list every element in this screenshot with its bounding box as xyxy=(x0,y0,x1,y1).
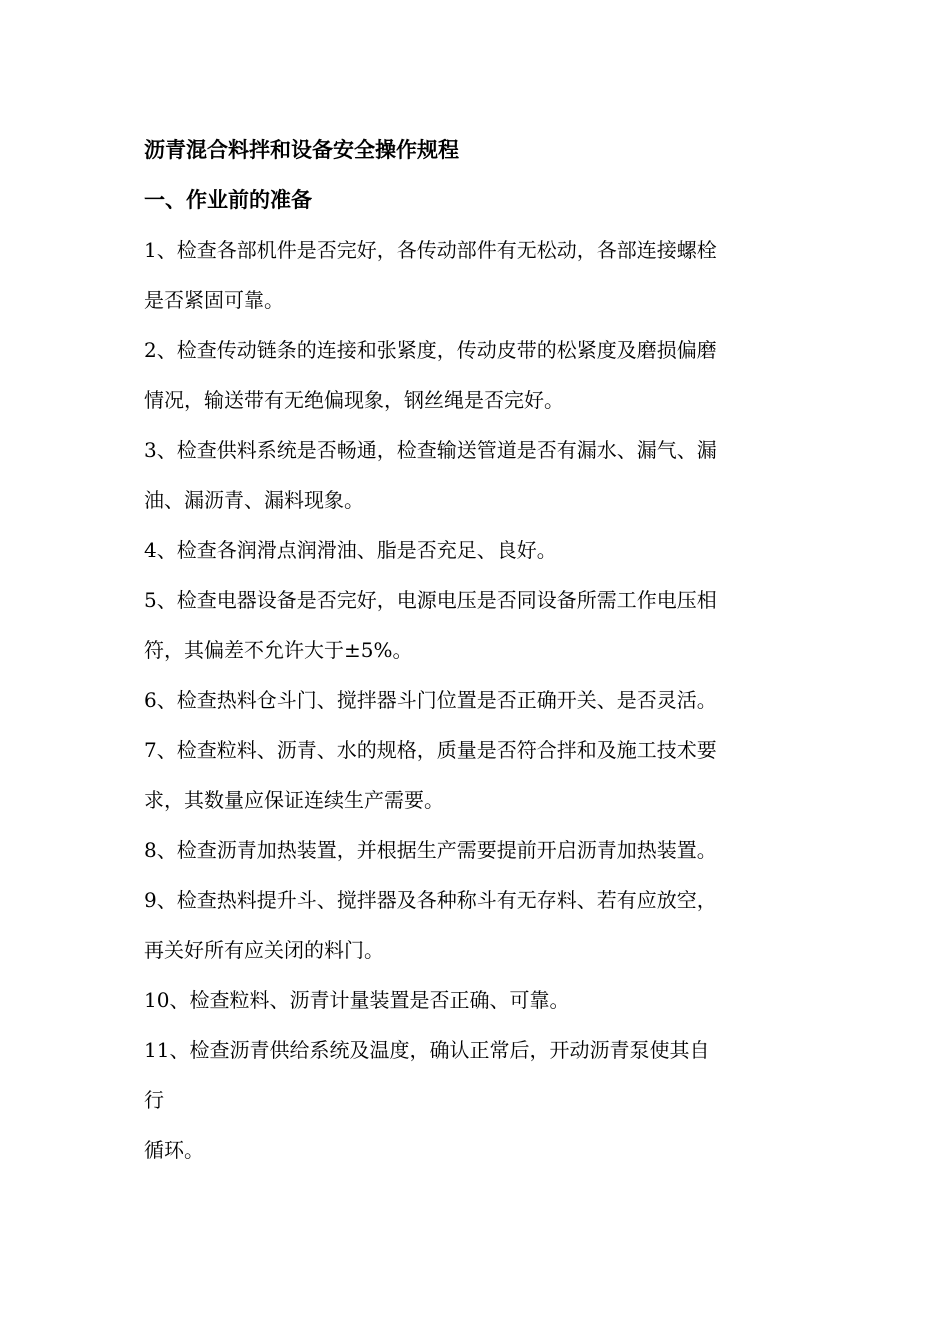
checklist-item-line: 6、检查热料仓斗门、搅拌器斗门位置是否正确开关、是否灵活。 xyxy=(144,688,717,712)
checklist-item xyxy=(144,875,814,975)
checklist-item-line: 7、检查粒料、沥青、水的规格，质量是否符合拌和及施工技术要 xyxy=(144,738,717,762)
checklist-item-line: 油、漏沥青、漏料现象。 xyxy=(144,488,364,512)
checklist-item-line: 情况，输送带有无绝偏现象，钢丝绳是否完好。 xyxy=(144,388,564,412)
checklist-item-line: 2、检查传动链条的连接和张紧度，传动皮带的松紧度及磨损偏磨 xyxy=(144,338,717,362)
item-list xyxy=(144,225,814,1175)
checklist-item-line: 求，其数量应保证连续生产需要。 xyxy=(144,788,444,812)
checklist-item-line: 5、检查电器设备是否完好，电源电压是否同设备所需工作电压相 xyxy=(144,588,717,612)
checklist-item-line: 循环。 xyxy=(144,1138,204,1162)
checklist-item-line: 行 xyxy=(144,1088,164,1112)
checklist-item-line: 11、检查沥青供给系统及温度，确认正常后，开动沥青泵使其自 xyxy=(144,1038,710,1062)
checklist-item xyxy=(144,1025,814,1175)
checklist-item xyxy=(144,825,814,875)
document-page xyxy=(144,125,814,1175)
checklist-item xyxy=(144,675,814,725)
checklist-item-line: 1、检查各部机件是否完好，各传动部件有无松动，各部连接螺栓 xyxy=(144,238,717,262)
checklist-item xyxy=(144,725,814,825)
section-heading: 一、作业前的准备 xyxy=(144,188,312,212)
checklist-item xyxy=(144,975,814,1025)
checklist-item-line: 再关好所有应关闭的料门。 xyxy=(144,938,384,962)
checklist-item-line: 符，其偏差不允许大于±5%。 xyxy=(144,638,413,662)
checklist-item xyxy=(144,325,814,425)
checklist-item-line: 3、检查供料系统是否畅通，检查输送管道是否有漏水、漏气、漏 xyxy=(144,438,717,462)
checklist-item xyxy=(144,225,814,325)
checklist-item-line: 9、检查热料提升斗、搅拌器及各种称斗有无存料、若有应放空， xyxy=(144,888,717,912)
checklist-item xyxy=(144,525,814,575)
checklist-item-line: 8、检查沥青加热装置，并根据生产需要提前开启沥青加热装置。 xyxy=(144,838,717,862)
checklist-item-line: 是否紧固可靠。 xyxy=(144,288,284,312)
checklist-item xyxy=(144,575,814,675)
document-title: 沥青混合料拌和设备安全操作规程 xyxy=(144,138,459,162)
checklist-item-line: 4、检查各润滑点润滑油、脂是否充足、良好。 xyxy=(144,538,557,562)
checklist-item-line: 10、检查粒料、沥青计量装置是否正确、可靠。 xyxy=(144,988,570,1012)
checklist-item xyxy=(144,425,814,525)
